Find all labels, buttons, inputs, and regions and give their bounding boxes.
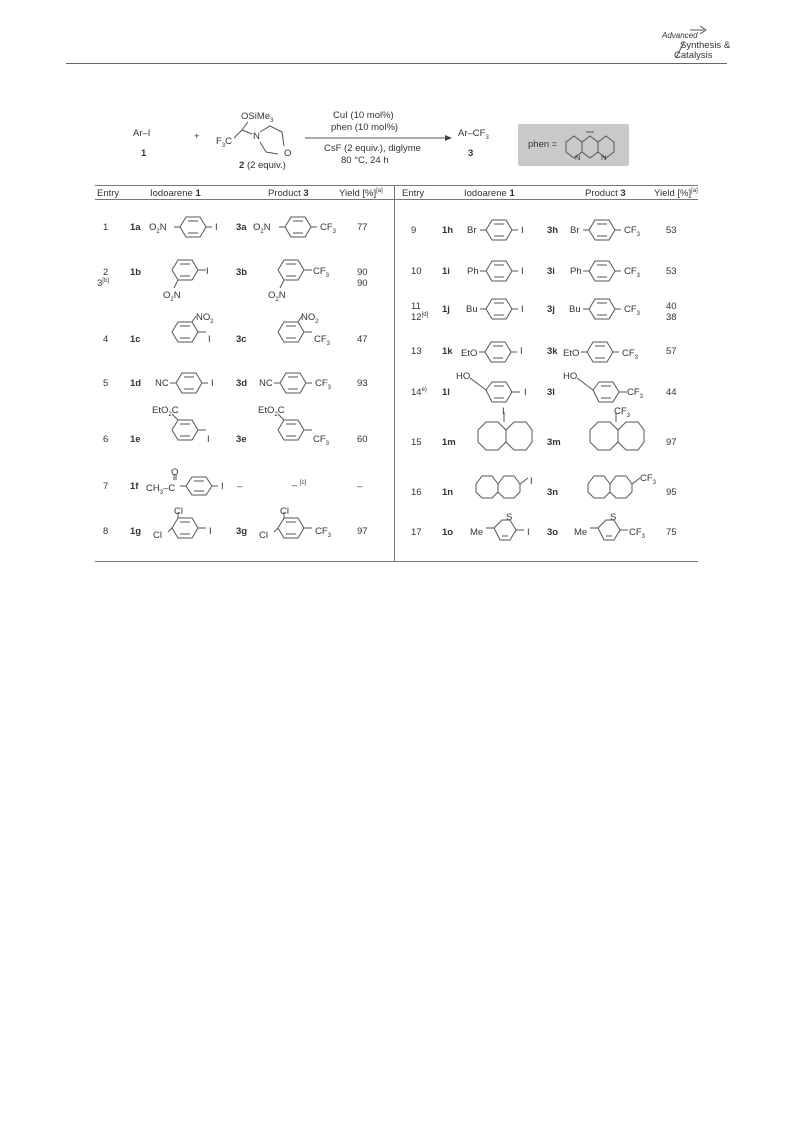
phen-label: phen = [528, 139, 558, 150]
row-yield-2: 90 [357, 278, 368, 289]
cf3-label: $CF_3$ [614, 406, 631, 419]
row-yield: 44 [666, 387, 677, 398]
row-entry: 7 [103, 481, 109, 492]
cf3-label: $CF_3$ [624, 225, 641, 238]
row-yield: 93 [357, 378, 368, 389]
row-yield: 90 [357, 267, 368, 278]
row-substrate-id: 1g [130, 526, 142, 537]
cf3-label: $CF_3$ [629, 527, 646, 540]
row-yield: 53 [666, 266, 677, 277]
eto2c-label: EtO$_2$C [152, 405, 179, 418]
row-product-id: 3g [236, 526, 248, 537]
row-substrate-id: 1m [442, 437, 456, 448]
row-substrate-id: 1o [442, 527, 454, 538]
eto-label: EtO [461, 348, 478, 359]
row-entry-2: 12[d] [411, 312, 429, 324]
row-product-id: 3e [236, 434, 247, 445]
row-substrate-id: 1d [130, 378, 142, 389]
iodo-label: I [530, 476, 533, 487]
row-product-id: 3b [236, 267, 248, 278]
row-product-id: 3c [236, 334, 247, 345]
row-entry: 11 [411, 301, 421, 312]
row-entry: 6 [103, 434, 109, 445]
iodo-label: I [502, 406, 505, 417]
header-rule [66, 63, 727, 64]
iodo-label: I [211, 378, 214, 389]
journal-logo [640, 28, 735, 62]
iodo-label: I [206, 266, 209, 277]
benzene-ring-icon [166, 474, 226, 500]
reactant-ari: Ar–I [133, 128, 151, 139]
row-yield: 97 [666, 437, 677, 448]
naphthalene-ring-icon [474, 470, 544, 500]
row-substrate-id: 1i [442, 266, 450, 277]
row-entry: 17 [411, 527, 422, 538]
row-product-id: 3a [236, 222, 247, 233]
header-yield-right: Yield [%][a] [654, 188, 698, 200]
header-yield-left: Yield [%][a] [339, 188, 383, 200]
product-arcf3: $Ar-CF_3$ [458, 128, 489, 141]
header-product-left: Product 3 [268, 188, 309, 199]
iodo-label: I [215, 222, 218, 233]
row-yield: 75 [666, 527, 677, 538]
row-yield: 53 [666, 225, 677, 236]
iodo-label: I [521, 266, 524, 277]
cf3-label: $CF_3$ [622, 348, 639, 361]
cf3-label: $CF_3$ [313, 266, 330, 279]
table-top-rule [95, 185, 698, 186]
row-product-id: – [237, 481, 243, 492]
row-entry: 8 [103, 526, 109, 537]
cf3-label: $CF_3$ [624, 304, 641, 317]
eto-label: EtO [563, 348, 580, 359]
row-substrate-id: 1l [442, 387, 450, 398]
phenanthroline-structure-icon [560, 126, 626, 166]
naphthalene-ring-icon [586, 418, 646, 454]
cf3-label: $CF_3$ [624, 266, 641, 279]
row-product-id: 3i [547, 266, 555, 277]
carbonyl-o-label: O [171, 467, 179, 478]
row-substrate-id: 1n [442, 487, 454, 498]
header-iodoarene-right: Iodoarene 1 [464, 188, 515, 199]
row-product-id: 3d [236, 378, 248, 389]
eto2c-label: EtO$_2$C [258, 405, 285, 418]
phen-n2: N [601, 153, 607, 162]
row-substrate-id: 1a [130, 222, 141, 233]
row-entry: 13 [411, 346, 422, 357]
header-entry-right: Entry [402, 188, 425, 199]
logo-line1: Advanced [662, 31, 698, 40]
thiophene-s-label: S [506, 512, 513, 523]
naphthalene-ring-icon [474, 418, 534, 454]
header-entry-left: Entry [97, 188, 120, 199]
reagent-f3c: $F_3C$ [216, 136, 233, 149]
reagent-o: O [284, 148, 292, 159]
ho-label: HO [456, 371, 471, 382]
plus-sign: + [194, 131, 200, 142]
iodo-label: I [207, 434, 210, 445]
row-substrate-id: 1f [130, 481, 139, 492]
me-label: Me [470, 527, 484, 538]
header-iodoarene-left: Iodoarene 1 [150, 188, 201, 199]
iodo-label: I [521, 304, 524, 315]
iodo-label: I [520, 346, 523, 357]
row-yield: 57 [666, 346, 677, 357]
reaction-arrow-icon [305, 134, 455, 142]
row-product-id: 3o [547, 527, 559, 538]
cf3-label: $CF_3$ [313, 434, 330, 447]
row-entry: 10 [411, 266, 422, 277]
row-product-id: 3l [547, 387, 555, 398]
no2-label: $NO_2$ [196, 312, 214, 325]
row-product-id: 3k [547, 346, 558, 357]
row-substrate-id: 1h [442, 225, 454, 236]
cl-label: Cl [259, 530, 268, 541]
row-yield: 40 [666, 301, 677, 312]
phen-n1: N [575, 153, 581, 162]
row-entry: 4 [103, 334, 109, 345]
ph-label: Ph [467, 266, 479, 277]
row-yield: 97 [357, 526, 368, 537]
iodo-label: I [208, 334, 211, 345]
cf3-label: $CF_3$ [640, 473, 657, 486]
row-product-id: 3h [547, 225, 559, 236]
row-substrate-id: 1e [130, 434, 141, 445]
br-label: Br [570, 225, 580, 236]
row-yield: 60 [357, 434, 368, 445]
cf3-label: $CF_3$ [314, 334, 331, 347]
o2n-label: $O_2N$ [253, 222, 271, 235]
cl-label: Cl [153, 530, 162, 541]
o2n-label: $O_2N$ [149, 222, 167, 235]
cl-label: Cl [174, 506, 183, 517]
row-yield: – [357, 481, 363, 492]
ho-label: HO [563, 371, 578, 382]
row-substrate-id: 1c [130, 334, 141, 345]
condition-csf: CsF (2 equiv.), diglyme [324, 143, 421, 154]
cf3-label: $CF_3$ [315, 378, 332, 391]
no2-label: $NO_2$ [301, 312, 319, 325]
row-product-id: 3m [547, 437, 561, 448]
row-yield: 47 [357, 334, 368, 345]
row-yield-2: 38 [666, 312, 677, 323]
row-entry: 5 [103, 378, 109, 389]
logo-line2: Synthesis & [680, 40, 731, 51]
nc-label: NC [155, 378, 169, 389]
cl-label: Cl [280, 506, 289, 517]
condition-cui: CuI (10 mol%) [333, 110, 394, 121]
bu-label: Bu [569, 304, 581, 315]
cf3-label: $CF_3$ [315, 526, 332, 539]
table-header-rule [95, 199, 698, 200]
row-entry: 2 [103, 267, 109, 278]
iodo-label: I [527, 527, 530, 538]
row-substrate-id: 1k [442, 346, 453, 357]
nc-label: NC [259, 378, 273, 389]
row-entry: 14$^{e)}$ [411, 387, 427, 399]
cf3-label: $CF_3$ [627, 387, 644, 400]
o2n-label: $O_2N$ [268, 290, 286, 303]
row-product-id: 3j [547, 304, 555, 315]
row-entry: 16 [411, 487, 422, 498]
row-product-id: 3n [547, 487, 559, 498]
row-substrate-id: 1j [442, 304, 450, 315]
reagent-n: N [253, 131, 260, 142]
row-substrate-id: 1b [130, 267, 142, 278]
condition-temp: 80 °C, 24 h [341, 155, 389, 166]
table-bottom-rule [95, 561, 698, 562]
iodo-label: I [209, 526, 212, 537]
ch3-label: $CH_3-C$ [146, 483, 176, 496]
iodo-label: I [524, 387, 527, 398]
row-yield: 95 [666, 487, 677, 498]
condition-phen: phen (10 mol%) [331, 122, 399, 133]
br-label: Br [467, 225, 477, 236]
reagent-osime3: OSiMe$_3$ [241, 111, 274, 124]
logo-line3: Catalysis [674, 50, 713, 61]
row-entry: 15 [411, 437, 422, 448]
row-product-note: – [c] [292, 480, 307, 492]
row-entry: 1 [103, 222, 109, 233]
table-divider [394, 185, 395, 561]
me-label: Me [574, 527, 588, 538]
cf3-label: $CF_3$ [320, 222, 337, 235]
reagent-label: 2 (2 equiv.) [239, 160, 286, 171]
iodo-label: I [521, 225, 524, 236]
row-entry: 9 [411, 225, 417, 236]
ph-label: Ph [570, 266, 582, 277]
row-yield: 77 [357, 222, 368, 233]
reactant-label: 1 [141, 148, 147, 159]
o2n-label: $O_2N$ [163, 290, 181, 303]
iodo-label: I [221, 481, 224, 492]
product-label: 3 [468, 148, 474, 159]
bu-label: Bu [466, 304, 478, 315]
thiophene-s-label: S [610, 512, 617, 523]
row-entry-2: 3[b] [97, 278, 109, 290]
header-product-right: Product 3 [585, 188, 626, 199]
